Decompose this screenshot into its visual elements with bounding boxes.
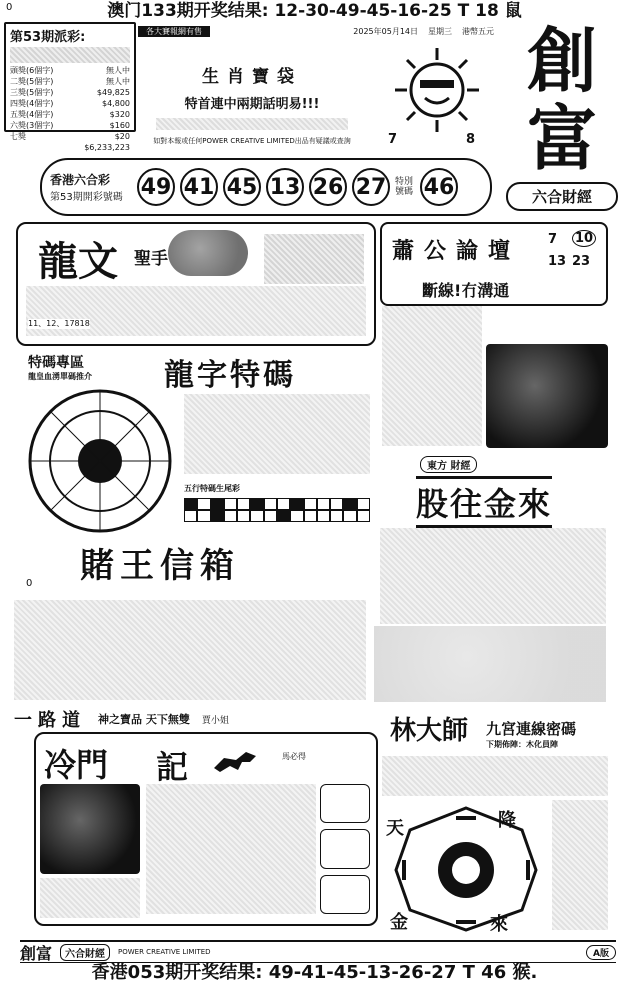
- dragon-subtitle: 聖手: [134, 249, 168, 269]
- prize-box: [4, 22, 136, 152]
- banner-title: 生肖寶袋: [202, 67, 302, 87]
- special-text: [184, 394, 370, 474]
- king-side-photo: [374, 626, 606, 702]
- footer: [20, 940, 616, 963]
- prize-row: 二獎(5個字) 無人中: [10, 77, 130, 86]
- banner: [136, 40, 368, 152]
- prize-row: 四獎(4個字) $4,800: [10, 99, 130, 108]
- cold-bottom-text: [40, 878, 140, 918]
- prize-row: 五獎(4個字) $320: [10, 110, 130, 119]
- cold-title: 冷門: [44, 746, 109, 784]
- prize-intro: [10, 47, 130, 63]
- result-ball: 26: [309, 168, 347, 206]
- dragon-section: [16, 222, 376, 346]
- brand-sub: 六合財經: [506, 182, 618, 211]
- page-marker: 0: [6, 2, 13, 13]
- result-ball: 45: [223, 168, 261, 206]
- results-region: 香港六合彩: [50, 173, 111, 187]
- prize-row: $6,233,223: [84, 143, 130, 152]
- prize-title: 第53期派彩:: [10, 30, 86, 45]
- bagua-label: 金: [390, 912, 408, 933]
- road-sub: 神之寶品 天下無雙: [98, 713, 190, 726]
- forum-number: 23: [572, 254, 591, 269]
- result-ball: 41: [180, 168, 218, 206]
- five-elements-grid: [184, 498, 370, 522]
- cold-title-2: 記: [156, 748, 189, 786]
- footer-sub: 六合財經: [60, 944, 110, 961]
- bagua-icon: [386, 800, 546, 936]
- stock-source: 東方 財經: [420, 456, 477, 473]
- king-title: 賭王信箱: [80, 546, 240, 586]
- stock-section: [380, 452, 608, 624]
- lin-title: 林大師: [390, 716, 469, 746]
- prize-rows: [6, 65, 134, 153]
- bottom-result-banner: 香港053期开奖结果: 49-41-45-13-26-27 T 46 猴.: [91, 962, 538, 983]
- lin-author: 下期佈陣：木化員陣: [486, 740, 558, 749]
- dragon-title: 龍文: [38, 238, 118, 285]
- stock-text: [380, 528, 606, 624]
- special-label: 特別號碼: [395, 177, 414, 197]
- top-result-banner: 澳门133期开奖结果: 12-30-49-45-16-25 T 18 鼠: [107, 1, 522, 21]
- bagua-label: 來: [490, 914, 508, 935]
- prize-row: 七獎 $20: [10, 132, 130, 141]
- five-elements-title: 五行特碼生尾彩: [184, 484, 240, 493]
- bagua-diagram: [386, 800, 546, 936]
- dragon-ref-numbers: 11、12、17818: [28, 319, 90, 328]
- results-bar: [40, 158, 492, 216]
- road-section: [14, 706, 374, 732]
- banner-fineprint: [156, 118, 348, 130]
- footer-brand: 創富: [20, 943, 53, 963]
- result-ball: 49: [137, 168, 175, 206]
- prize-row: 三獎(5個字) $49,825: [10, 88, 130, 97]
- lin-text: [382, 756, 608, 796]
- horse-icon: [212, 748, 258, 774]
- bagua-label: 天: [386, 818, 404, 839]
- stock-title: 股往金來: [416, 476, 552, 528]
- cold-section: [34, 732, 378, 926]
- results-label: [50, 171, 132, 203]
- cold-horse-photo: [40, 784, 140, 874]
- forum-headline: 斷線!冇溝通: [422, 281, 510, 300]
- brand-char-2: 富: [527, 97, 597, 180]
- sun-number-right: 8: [466, 132, 476, 147]
- dragon-table: [264, 234, 364, 284]
- issue-weekday: 星期三: [428, 26, 452, 36]
- forum-number: 7: [548, 232, 558, 247]
- footer-badge: A版: [586, 945, 616, 960]
- prize-row: 六獎(3個字) $160: [10, 121, 130, 130]
- forum-crowd-photo: [486, 344, 608, 448]
- cold-author: 馬必得: [282, 752, 306, 761]
- issue-price: 港幣五元: [462, 26, 494, 36]
- issue-date: 2025年05月14日: [353, 26, 418, 36]
- special-section: [14, 350, 374, 536]
- forum-number: 13: [548, 254, 567, 269]
- special-label: 特碼專區: [28, 355, 84, 371]
- result-ball: 27: [352, 168, 390, 206]
- footer-publisher: POWER CREATIVE LIMITED: [118, 948, 211, 956]
- page-marker-2: 0: [26, 578, 33, 589]
- lin-sub: 九宮連線密碼: [486, 720, 577, 738]
- prize-row: 頭獎(6個字) 無人中: [10, 66, 130, 75]
- brand-masthead: [498, 19, 626, 222]
- results-issue: 第53期開彩號碼: [50, 192, 123, 203]
- banner-slogan: 特首連中兩期話明易!!!: [184, 97, 320, 112]
- forum-section: [380, 222, 608, 306]
- banner-notice: 如對本報或任何POWER CREATIVE LIMITED出品有疑議或查詢: [153, 137, 351, 145]
- special-ball: 46: [420, 168, 458, 206]
- forum-title: 蕭公論壇: [392, 239, 521, 264]
- king-header: [40, 536, 360, 586]
- forum-number: 10: [572, 230, 596, 247]
- bagua-label: 降: [498, 810, 516, 831]
- cold-side-boxes: [320, 784, 370, 914]
- zodiac-wheel-icon: [20, 386, 180, 536]
- lin-section: [386, 706, 610, 750]
- special-sub: 龍皇血湧單碼推介: [28, 372, 92, 381]
- special-title: 龍字特碼: [164, 358, 296, 393]
- sun-number-left: 7: [388, 132, 398, 147]
- forum-text: [382, 306, 482, 446]
- king-text: [14, 600, 366, 700]
- dragon-illustration: [168, 230, 248, 276]
- result-ball: 13: [266, 168, 304, 206]
- cold-text: [146, 784, 316, 914]
- issue-bar: [138, 24, 494, 38]
- road-author: 賈小姐: [201, 715, 229, 726]
- road-title: 一路道: [14, 710, 86, 731]
- issue-label: 各大賽報網有售: [138, 26, 210, 37]
- bagua-side-text: [552, 800, 608, 930]
- brand-char-1: 創: [527, 19, 597, 102]
- sun-illustration: [378, 40, 496, 152]
